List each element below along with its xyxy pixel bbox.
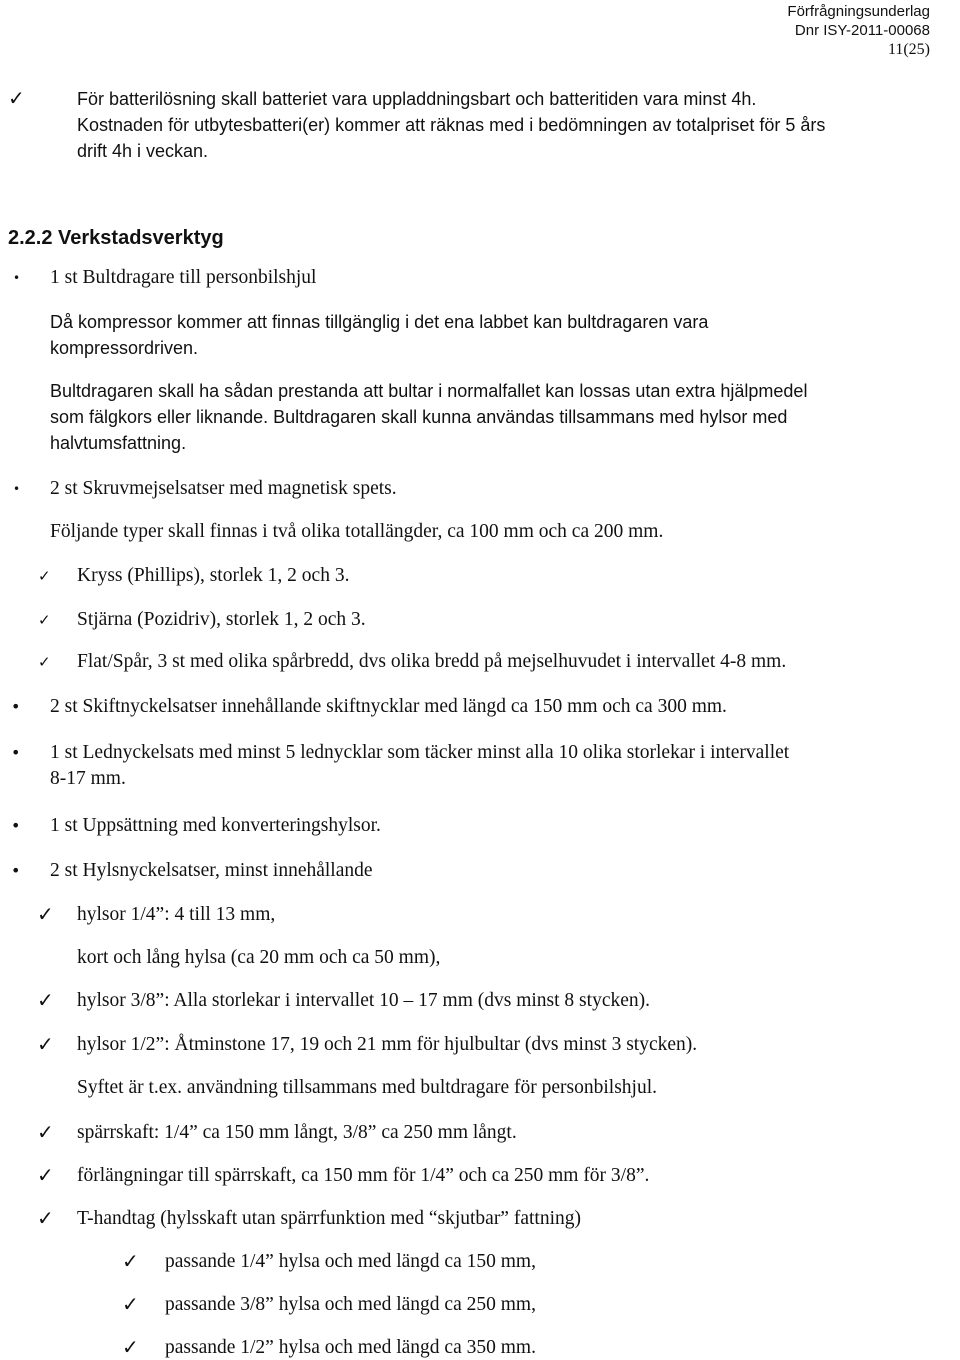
check-icon: ✓ <box>37 1120 54 1144</box>
paragraph-line: halvtumsfattning. <box>50 433 187 453</box>
list-item: 2 st Skiftnyckelsatser innehållande skiftnycklar med längd ca 150 mm och ca 300 mm. <box>50 696 727 717</box>
check-icon: ✓ <box>38 611 51 629</box>
check-icon: ✓ <box>8 86 25 110</box>
check-icon: ✓ <box>37 1032 54 1056</box>
check-list-item: T-handtag (hylsskaft utan spärrfunktion med “skjutbar” fattning) <box>77 1208 581 1229</box>
check-list-item: spärrskaft: 1/4” ca 150 mm långt, 3/8” ca 250 mm långt. <box>77 1122 517 1143</box>
list-item: 1 st Bultdragare till personbilshjul <box>50 267 317 288</box>
check-icon: ✓ <box>37 1163 54 1187</box>
bullet-icon: • <box>11 816 21 835</box>
list-item-continued: 8-17 mm. <box>50 768 126 789</box>
doc-number: Dnr ISY-2011-00068 <box>794 22 930 39</box>
intro-line-3: drift 4h i veckan. <box>77 141 209 161</box>
list-item: 1 st Uppsättning med konverteringshylsor. <box>50 815 381 836</box>
list-item: 1 st Lednyckelsats med minst 5 lednycklar som täcker minst alla 10 olika storlekar i intervallet <box>50 742 790 763</box>
check-icon: ✓ <box>37 988 54 1012</box>
nested-check-item: passande 1/2” hylsa och med längd ca 350 mm. <box>165 1337 536 1358</box>
check-list-item: hylsor 1/4”: 4 till 13 mm, <box>77 904 276 925</box>
check-icon: ✓ <box>38 653 51 671</box>
nested-check-item: passande 3/8” hylsa och med längd ca 250 mm, <box>165 1294 536 1315</box>
sub-list-item: Kryss (Phillips), storlek 1, 2 och 3. <box>77 565 350 586</box>
check-list-item: hylsor 3/8”: Alla storlekar i intervallet 10 – 17 mm (dvs minst 8 stycken). <box>77 990 650 1011</box>
check-icon: ✓ <box>122 1292 139 1316</box>
check-icon: ✓ <box>122 1249 139 1273</box>
check-list-item-continued: Syftet är t.ex. användning tillsammans med bultdragare för personbilshjul. <box>77 1077 657 1098</box>
paragraph-line: Följande typer skall finnas i två olika totallängder, ca 100 mm och ca 200 mm. <box>50 521 664 542</box>
page-header <box>787 2 930 59</box>
bullet-icon: • <box>13 482 21 496</box>
bullet-icon: • <box>11 697 21 716</box>
bullet-icon: • <box>11 861 21 880</box>
check-icon: ✓ <box>37 902 54 926</box>
doc-type: Förfrågningsunderlag <box>787 3 930 20</box>
paragraph-line: Bultdragaren skall ha sådan prestanda att bultar i normalfallet kan lossas utan extra hjälpmedel <box>50 381 808 401</box>
paragraph-line: som fälgkors eller liknande. Bultdragaren skall kunna användas tillsammans med hylsor med <box>50 407 788 427</box>
list-item: 2 st Hylsnyckelsatser, minst innehållande <box>50 860 373 881</box>
paragraph-line: kompressordriven. <box>50 338 199 358</box>
check-list-item-continued: kort och lång hylsa (ca 20 mm och ca 50 mm), <box>77 947 441 968</box>
bullet-icon: • <box>13 271 21 285</box>
check-list-item: förlängningar till spärrskaft, ca 150 mm för 1/4” och ca 250 mm för 3/8”. <box>77 1165 650 1186</box>
check-icon: ✓ <box>122 1335 139 1359</box>
check-icon: ✓ <box>37 1206 54 1230</box>
check-icon: ✓ <box>38 567 51 585</box>
paragraph-line: Då kompressor kommer att finnas tillgänglig i det ena labbet kan bultdragaren vara <box>50 312 709 332</box>
check-list-item: hylsor 1/2”: Åtminstone 17, 19 och 21 mm för hjulbultar (dvs minst 3 stycken). <box>77 1034 698 1055</box>
intro-line-1: För batterilösning skall batteriet vara uppladdningsbart och batteritiden vara minst 4h. <box>77 89 757 109</box>
sub-list-item: Flat/Spår, 3 st med olika spårbredd, dvs olika bredd på mejselhuvudet i intervallet 4-8 mm. <box>77 651 787 672</box>
intro-line-2: Kostnaden för utbytesbatteri(er) kommer att räknas med i bedömningen av totalpriset för 5 års <box>77 115 826 135</box>
bullet-icon: • <box>11 743 21 762</box>
page-number: 11(25) <box>887 41 930 58</box>
list-item: 2 st Skruvmejselsatser med magnetisk spets. <box>50 478 397 499</box>
sub-list-item: Stjärna (Pozidriv), storlek 1, 2 och 3. <box>77 609 366 630</box>
nested-check-item: passande 1/4” hylsa och med längd ca 150 mm, <box>165 1251 536 1272</box>
section-heading: 2.2.2 Verkstadsverktyg <box>8 227 224 249</box>
